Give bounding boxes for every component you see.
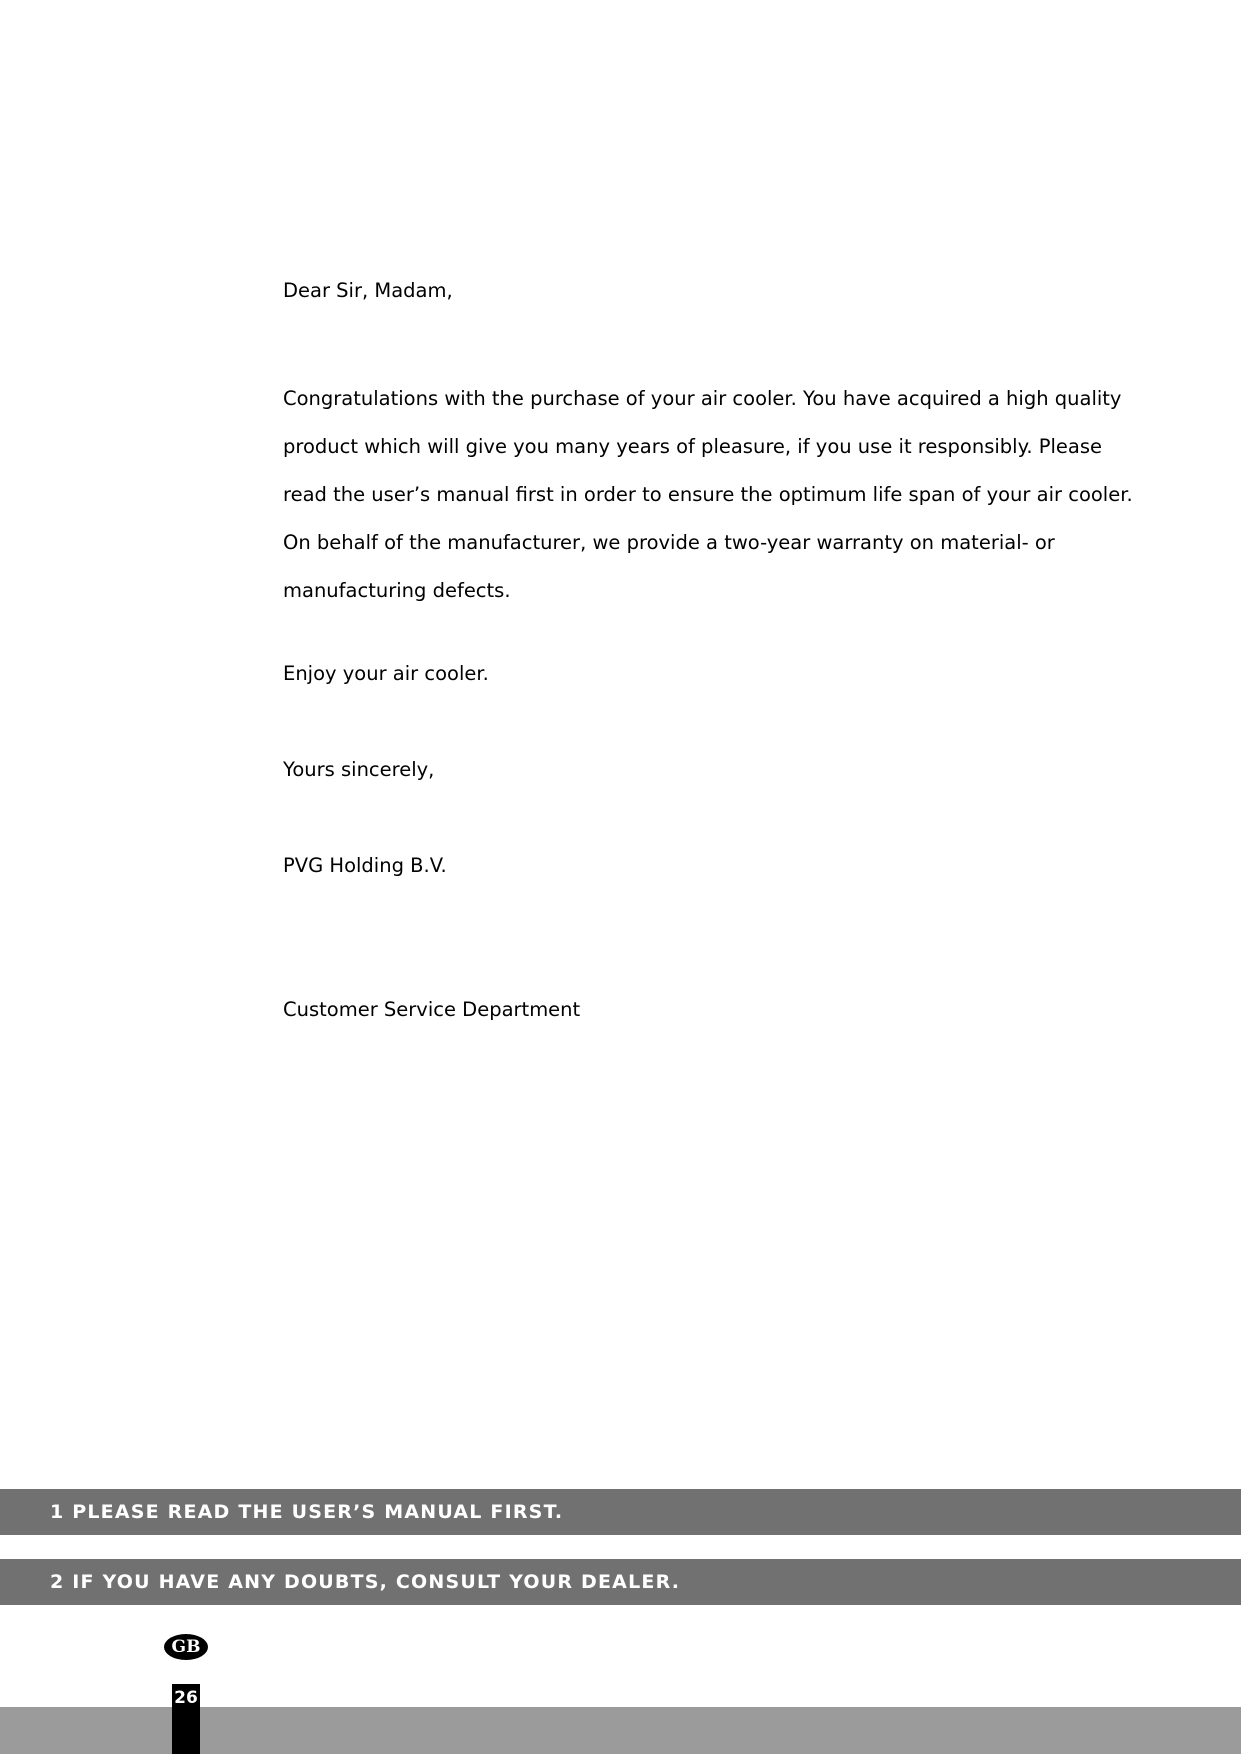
enjoy-line: Enjoy your air cooler. xyxy=(283,662,489,685)
page-number: 26 xyxy=(172,1684,200,1754)
language-badge: GB xyxy=(164,1634,208,1660)
department-name: Customer Service Department xyxy=(283,998,581,1021)
salutation: Dear Sir, Madam, xyxy=(283,279,453,302)
closing-line: Yours sincerely, xyxy=(283,758,435,781)
banner-consult-dealer: 2 IF YOU HAVE ANY DOUBTS, CONSULT YOUR DEALER. xyxy=(0,1559,1241,1605)
letter-body-paragraph: Congratulations with the purchase of your air cooler. You have acquired a high quality product which will give you many years of pleasure, if you use it responsibly. Please read the user’s manual first in order to ensure the optimum life span of your air cooler. On behalf of the manufacturer, we provide a two-year warranty on material- or manufacturing defects. xyxy=(283,387,1133,602)
banner-read-manual: 1 PLEASE READ THE USER’S MANUAL FIRST. xyxy=(0,1489,1241,1535)
company-name: PVG Holding B.V. xyxy=(283,854,447,877)
